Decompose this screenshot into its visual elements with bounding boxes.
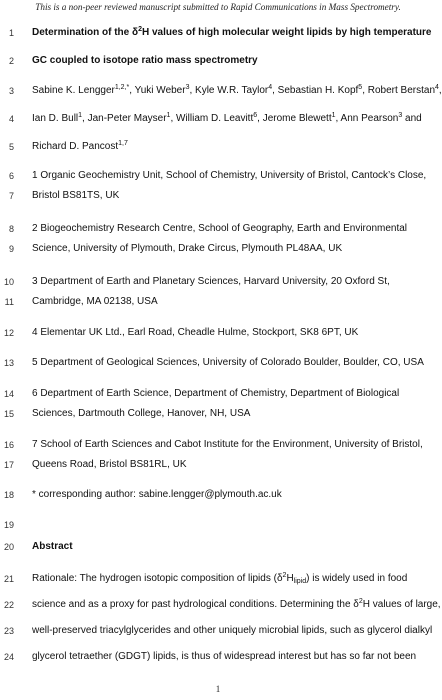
title-line-2: GC coupled to isotope ratio mass spectrometry — [32, 55, 258, 66]
manuscript-line-17 — [0, 458, 436, 472]
line-number: 18 — [3, 490, 14, 500]
header-note: This is a non-peer reviewed manuscript submitted to Rapid Communications in Mass Spectrometry. — [35, 2, 401, 12]
manuscript-line-23 — [0, 624, 436, 638]
line-number: 11 — [4, 297, 14, 307]
line-number: 5 — [8, 142, 14, 152]
line-number: 9 — [8, 244, 14, 254]
line-number: 10 — [3, 277, 14, 287]
manuscript-line-15 — [0, 407, 436, 421]
manuscript-line-13 — [0, 356, 436, 370]
affiliation-1-line-b: Bristol BS81TS, UK — [32, 190, 120, 201]
manuscript-line-14 — [0, 387, 436, 401]
manuscript-line-18 — [0, 488, 436, 502]
abstract-heading: Abstract — [32, 541, 73, 552]
affiliation-7-line-a: 7 School of Earth Sciences and Cabot Institute for the Environment, University of Bristol, — [32, 439, 423, 450]
manuscript-line-22 — [0, 598, 441, 612]
manuscript-line-5 — [0, 140, 436, 154]
manuscript-line-6 — [0, 169, 436, 183]
manuscript-line-4 — [0, 112, 436, 126]
manuscript-line-24 — [0, 650, 436, 664]
line-number: 24 — [3, 652, 14, 662]
affiliation-5-line-a: 5 Department of Geological Sciences, University of Colorado Boulder, Boulder, CO, USA — [32, 357, 424, 368]
authors-line-3: Richard D. Pancost$^{1,7}$ — [32, 140, 128, 152]
line-number: 7 — [8, 191, 14, 201]
affiliation-1-line-a: 1 Organic Geochemistry Unit, School of Chemistry, University of Bristol, Cantock’s Close, — [32, 170, 427, 181]
abstract-line-24: glycerol tetraether (GDGT) lipids, is thus of widespread interest but has so far not been — [32, 651, 417, 662]
line-number: 3 — [8, 86, 14, 96]
line-number: 4 — [8, 114, 14, 124]
affiliation-2-line-a: 2 Biogeochemistry Research Centre, School of Geography, Earth and Environmental — [32, 223, 408, 234]
line-number: 6 — [8, 171, 14, 181]
authors-line-1: Sabine K. Lengger$^{1,2,*}$, Yuki Weber$^3$, Kyle W.R. Taylor$^4$, Sebastian H. Kopf$^5$, Robert Berstan$^4$, — [32, 84, 442, 96]
abstract-line-21: Rationale: The hydrogen isotopic composition of lipids $(\delta^2H_{lipid})$ is widely used in food — [32, 572, 408, 585]
line-number: 20 — [3, 542, 14, 552]
affiliation-3-line-b: Cambridge, MA 02138, USA — [32, 296, 158, 307]
line-number: 23 — [3, 626, 14, 636]
manuscript-line-16 — [0, 438, 436, 452]
manuscript-line-12 — [0, 326, 436, 340]
affiliation-6-line-a: 6 Department of Earth Science, Department of Chemistry, Department of Biological — [32, 388, 400, 399]
line-number: 17 — [3, 460, 14, 470]
affiliation-7-line-b: Queens Road, Bristol BS81RL, UK — [32, 459, 187, 470]
authors-line-2: Ian D. Bull$^1$, Jan-Peter Mayser$^1$, William D. Leavitt$^6$, Jerome Blewett$^1$, Ann Pearson$^3$ and — [32, 112, 422, 124]
affiliation-2-line-b: Science, University of Plymouth, Drake Circus, Plymouth PL48AA, UK — [32, 243, 343, 254]
manuscript-line-21 — [0, 572, 436, 586]
line-number: 19 — [3, 520, 14, 530]
affiliation-4-line-a: 4 Elementar UK Ltd., Earl Road, Cheadle Hulme, Stockport, SK8 6PT, UK — [32, 327, 359, 338]
line-number: 22 — [3, 600, 14, 610]
line-number: 12 — [3, 328, 14, 338]
line-number: 2 — [8, 56, 14, 66]
affiliation-3-line-a: 3 Department of Earth and Planetary Sciences, Harvard University, 20 Oxford St, — [32, 276, 390, 287]
line-number: 8 — [8, 224, 14, 234]
page-number: 1 — [215, 684, 221, 694]
manuscript-line-7 — [0, 189, 436, 203]
line-number: 15 — [3, 409, 14, 419]
manuscript-line-10 — [0, 275, 436, 289]
line-number: 1 — [8, 28, 14, 38]
abstract-line-22: science and as a proxy for past hydrological conditions. Determining the $\delta^2H$ values of large, — [32, 598, 441, 610]
manuscript-line-3 — [0, 84, 442, 98]
line-number: 13 — [3, 358, 14, 368]
manuscript-line-9 — [0, 242, 436, 256]
manuscript-line-19 — [0, 518, 436, 532]
manuscript-line-20 — [0, 540, 436, 554]
line-number: 14 — [3, 389, 14, 399]
line-number: 21 — [3, 574, 14, 584]
title-line-1: Determination of the $\delta^2H$ values of high molecular weight lipids by high temperature — [32, 26, 432, 38]
manuscript-line-11 — [0, 295, 436, 309]
manuscript-line-1 — [0, 26, 436, 40]
affiliation-6-line-b: Sciences, Dartmouth College, Hanover, NH, USA — [32, 408, 251, 419]
manuscript-line-2 — [0, 54, 436, 68]
manuscript-line-8 — [0, 222, 436, 236]
abstract-line-23: well-preserved triacylglycerides and other uniquely microbial lipids, such as glycerol dialkyl — [32, 625, 433, 636]
line-number: 16 — [3, 440, 14, 450]
corresponding-author: * corresponding author: sabine.lengger@plymouth.ac.uk — [32, 489, 282, 500]
